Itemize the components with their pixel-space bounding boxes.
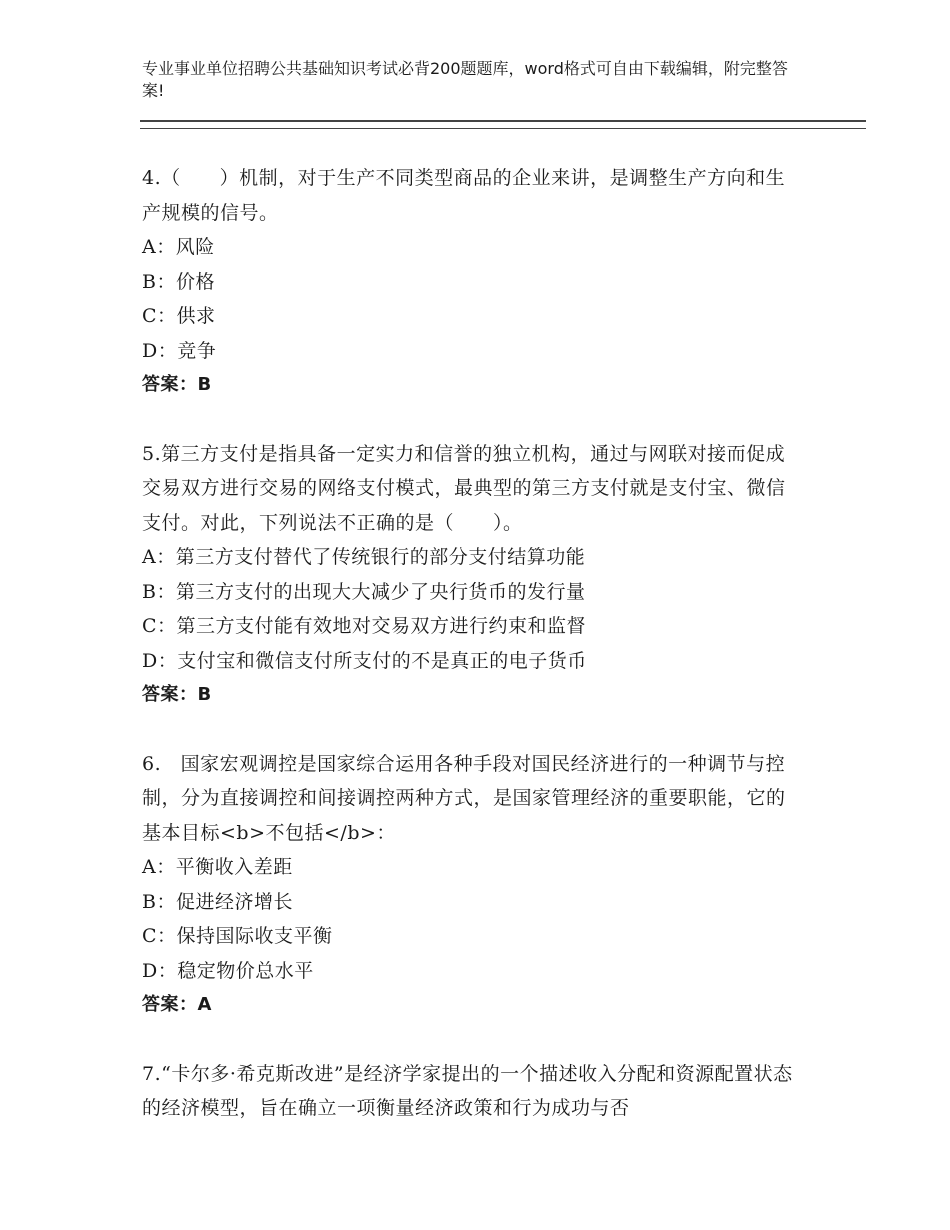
- question-4: [142, 161, 802, 403]
- document-header: 专业事业单位招聘公共基础知识考试必背200题题库，word格式可自由下载编辑，附完整答案!: [142, 59, 788, 100]
- answer-label: 答案：B: [142, 684, 212, 705]
- option-a: A：平衡收入差距: [142, 856, 293, 878]
- option-b: B：第三方支付的出现大大减少了央行货币的发行量: [142, 580, 586, 603]
- question-text: 7.“卡尔多·希克斯改进”是经济学家提出的一个描述收入分配和资源配置状态的经济模型，旨在确立一项衡量经济政策和行为成功与否: [142, 1062, 793, 1119]
- question-6: [142, 747, 802, 1023]
- option-d: D：竞争: [142, 339, 217, 362]
- question-7: [142, 1057, 802, 1126]
- answer-label: 答案：A: [142, 994, 212, 1015]
- question-5: [142, 437, 802, 713]
- option-a: A：风险: [142, 236, 215, 258]
- option-a: A：第三方支付替代了传统银行的部分支付结算功能: [142, 546, 586, 568]
- question-text: 4.（ ）机制，对于生产不同类型商品的企业来讲，是调整生产方向和生产规模的信号。: [142, 167, 786, 224]
- option-b: B：促进经济增长: [142, 890, 293, 913]
- option-c: C：第三方支付能有效地对交易双方进行约束和监督: [142, 615, 587, 637]
- question-text: 5.第三方支付是指具备一定实力和信誉的独立机构，通过与网联对接而促成交易双方进行交易的网络支付模式，最典型的第三方支付就是支付宝、微信支付。对此，下列说法不正确的是（ ）。: [142, 442, 786, 534]
- question-text: 6. 国家宏观调控是国家综合运用各种手段对国民经济进行的一种调节与控制，分为直接调控和间接调控两种方式，是国家管理经济的重要职能，它的基本目标<b>不包括</b>：: [142, 752, 786, 844]
- option-b: B：价格: [142, 270, 215, 293]
- option-c: C：保持国际收支平衡: [142, 925, 333, 947]
- answer-label: 答案：B: [142, 374, 212, 395]
- option-d: D：支付宝和微信支付所支付的不是真正的电子货币: [142, 649, 587, 672]
- question-list: [142, 161, 802, 1160]
- option-d: D：稳定物价总水平: [142, 959, 314, 982]
- option-c: C：供求: [142, 305, 216, 327]
- header-divider: [140, 120, 866, 129]
